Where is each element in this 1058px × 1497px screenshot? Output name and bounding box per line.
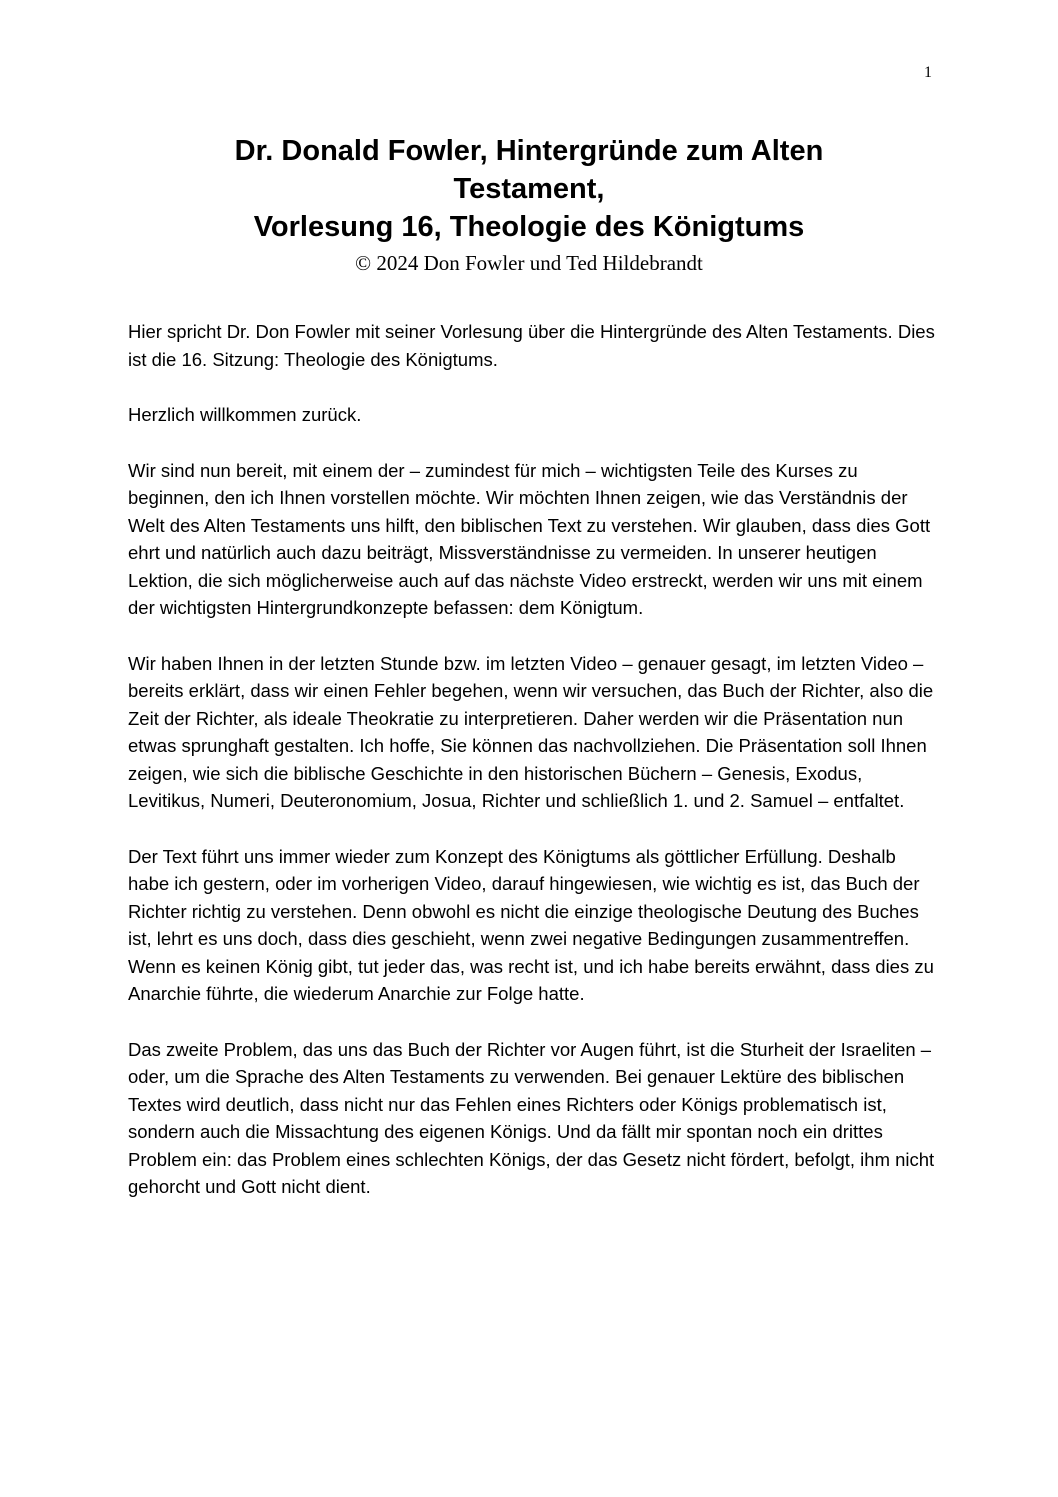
document-header	[100, 132, 958, 276]
title-line-1: Dr. Donald Fowler, Hintergründe zum Alten	[234, 135, 824, 167]
copyright-notice: © 2024 Don Fowler und Ted Hildebrandt	[355, 251, 703, 275]
document-body	[128, 318, 940, 1229]
paragraph-5: Der Text führt uns immer wieder zum Konzept des Königtums als göttlicher Erfüllung. Deshalb habe ich gestern, oder im vorherigen Video, darauf hingewiesen, wie wichtig es ist, das Buch der Richter richtig zu verstehen. Denn obwohl es nicht die einzige theologische Deutung des Buches ist, lehrt es uns doch, dass dies geschieht, wenn zwei negative Bedingungen zusammentreffen. Wenn es keinen König gibt, tut jeder das, was recht ist, und ich habe bereits erwähnt, dass dies zu Anarchie führte, die wiederum Anarchie zur Folge hatte.	[128, 845, 934, 1004]
page-number: 1	[924, 64, 932, 81]
paragraph-3: Wir sind nun bereit, mit einem der – zumindest für mich – wichtigsten Teile des Kurses zu beginnen, den ich Ihnen vorstellen möchte. Wir möchten Ihnen zeigen, wie das Verständnis der Welt des Alten Testaments uns hilft, den biblischen Text zu verstehen. Wir glauben, dass dies Gott ehrt und natürlich auch dazu beiträgt, Missverständnisse zu vermeiden. In unserer heutigen Lektion, die sich möglicherweise auch auf das nächste Video erstreckt, werden wir uns mit einem der wichtigsten Hintergrundkonzepte befassen: dem Königtum.	[128, 459, 931, 618]
paragraph-intro: Hier spricht Dr. Don Fowler mit seiner Vorlesung über die Hintergründe des Alten Testaments. Dies ist die 16. Sitzung: Theologie des Königtums.	[128, 321, 935, 370]
title-line-3: Vorlesung 16, Theologie des Königtums	[253, 211, 805, 243]
title-line-2: Testament,	[453, 173, 605, 205]
paragraph-4: Wir haben Ihnen in der letzten Stunde bzw. im letzten Video – genauer gesagt, im letzten Video – bereits erklärt, dass wir einen Fehler begehen, wenn wir versuchen, das Buch der Richter, also die Zeit der Richter, als ideale Theokratie zu interpretieren. Daher werden wir die Präsentation nun etwas sprunghaft gestalten. Ich hoffe, Sie können das nachvollziehen. Die Präsentation soll Ihnen zeigen, wie sich die biblische Geschichte in den historischen Büchern – Genesis, Exodus, Levitikus, Numeri, Deuteronomium, Josua, Richter und schließlich 1. und 2. Samuel – entfaltet.	[128, 652, 934, 811]
paragraph-6: Das zweite Problem, das uns das Buch der Richter vor Augen führt, ist die Sturheit der Israeliten – oder, um die Sprache des Alten Testaments zu verwenden. Bei genauer Lektüre des biblischen Textes wird deutlich, dass nicht nur das Fehlen eines Richters oder Königs problematisch ist, sondern auch die Missachtung des eigenen Königs. Und da fällt mir spontan noch ein drittes Problem ein: das Problem eines schlechten Königs, der das Gesetz nicht fördert, befolgt, ihm nicht gehorcht und Gott nicht dient.	[128, 1038, 935, 1197]
paragraph-welcome: Herzlich willkommen zurück.	[128, 404, 362, 425]
